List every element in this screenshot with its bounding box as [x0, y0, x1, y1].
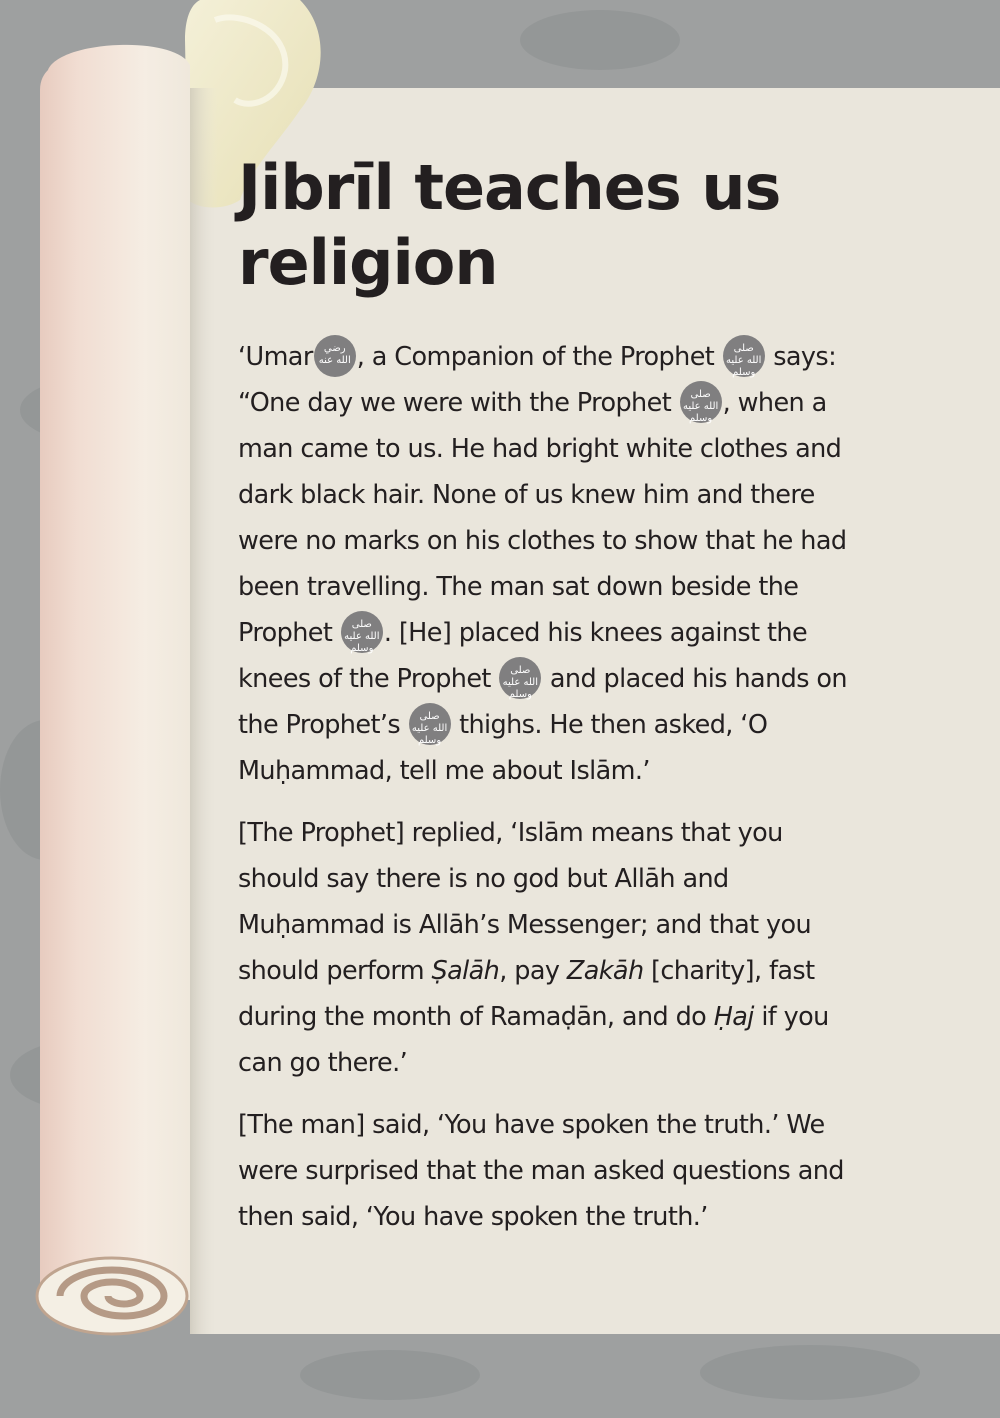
paragraph-1: ‘Umar رضي الله عنه , a Companion of the Prophet صلى الله عليه وسلم says: “One day we were with the Prophet صلى الله عليه وسلم , when a man came to us. He had bright white clothes and dark black hair. None of us knew him and there were no marks on his clothes to show that he had been travelling. The man sat down beside the Prophet صلى الله عليه وسلم . [He] placed his knees against the knees of the Prophet صلى الله عليه وسلم and placed his hands on the Prophet’s صلى الله عليه وسلم thighs. He then asked, ‘O Muḥammad, tell me about Islām.’ [238, 334, 853, 794]
scroll-roll-body [40, 45, 190, 1300]
page-title: Jibrīl teaches us religion [238, 151, 781, 299]
salla-allahu-alayhi-icon: صلى الله عليه وسلم [409, 703, 451, 745]
paragraph-2: [The Prophet] replied, ‘Islām means that you should say there is no god but Allāh and Muḥammad is Allāh’s Messenger; and that you should perform Ṣalāh, pay Zakāh [charity], fast during the month of Ramaḍān, and do Ḥaj if you can go there.’ [238, 818, 829, 1078]
term-haj: Ḥaj [713, 1002, 754, 1032]
article [238, 150, 853, 1256]
radiallahu-anhu-icon: رضي الله عنه [314, 335, 356, 377]
paragraph-3: [The man] said, ‘You have spoken the truth.’ We were surprised that the man asked questions and then said, ‘You have spoken the truth.’ [238, 1110, 844, 1232]
salla-allahu-alayhi-icon: صلى الله عليه وسلم [341, 611, 383, 653]
salla-allahu-alayhi-icon: صلى الله عليه وسلم [723, 335, 765, 377]
term-salah: Ṣalāh [431, 956, 500, 986]
salla-allahu-alayhi-icon: صلى الله عليه وسلم [680, 381, 722, 423]
term-zakah: Zakāh [566, 956, 644, 986]
salla-allahu-alayhi-icon: صلى الله عليه وسلم [499, 657, 541, 699]
